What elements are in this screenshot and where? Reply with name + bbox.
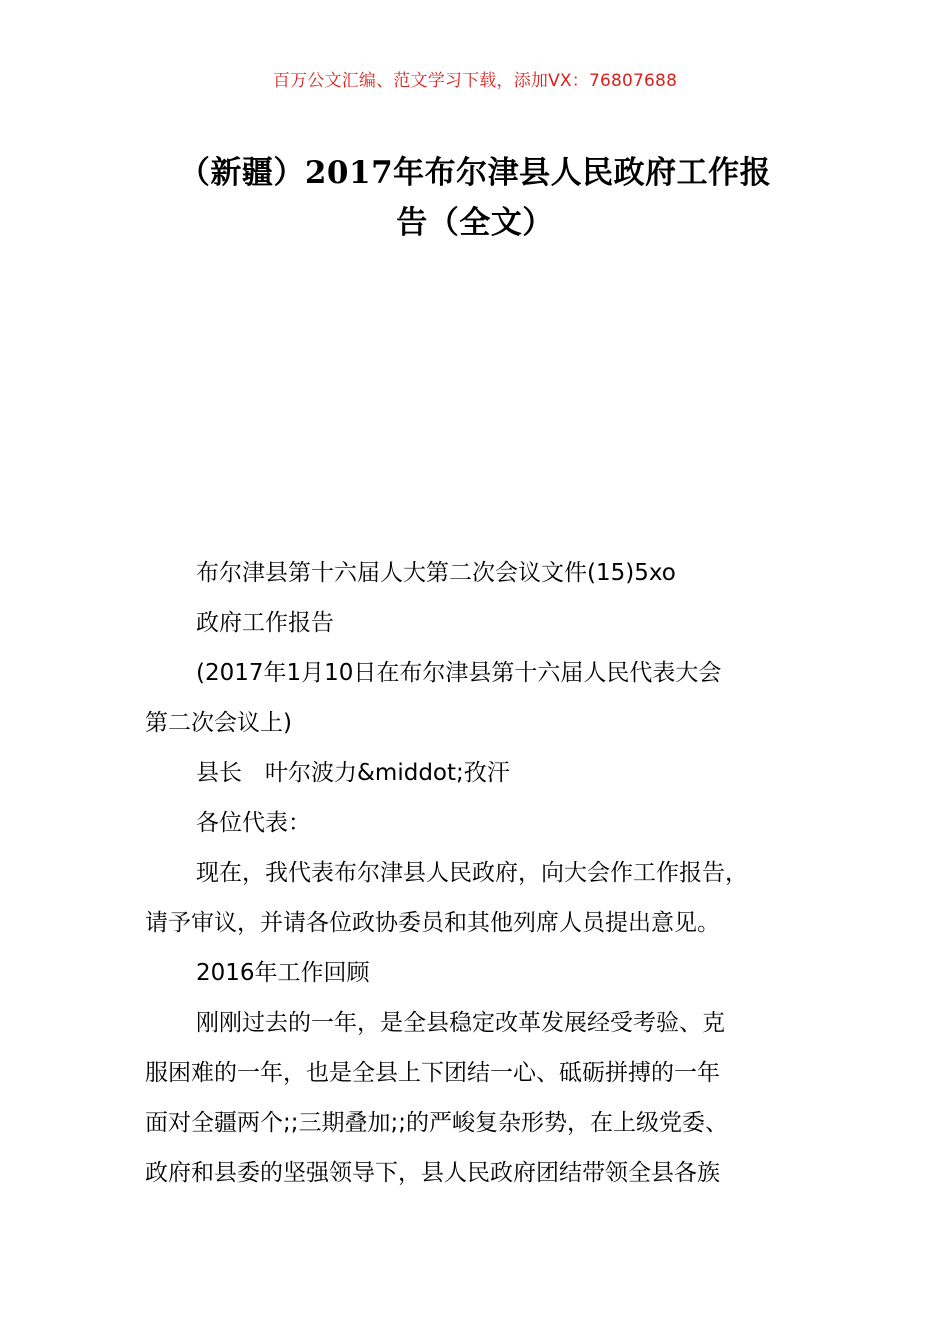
paragraph-line: 请予审议，并请各位政协委员和其他列席人员提出意见。 bbox=[145, 910, 720, 936]
paragraph-line: 面对全疆两个;;三期叠加;;的严峻复杂形势，在上级党委、 bbox=[145, 1110, 728, 1136]
paragraph-salutation bbox=[145, 798, 835, 848]
paragraph-line: 刚刚过去的一年，是全县稳定改革发展经受考验、克 bbox=[196, 1010, 725, 1036]
document-body bbox=[145, 548, 835, 1198]
paragraph-line: 现在，我代表布尔津县人民政府，向大会作工作报告， bbox=[196, 860, 748, 886]
paragraph-line: (2017年1月10日在布尔津县第十六届人民代表大会 bbox=[196, 660, 722, 686]
section-heading-review bbox=[145, 948, 835, 998]
paragraph-line: 第二次会议上) bbox=[145, 710, 292, 736]
paragraph-line: 政府工作报告 bbox=[196, 610, 334, 636]
paragraph-line: 服困难的一年，也是全县上下团结一心、砥砺拼搏的一年 bbox=[145, 1060, 720, 1086]
paragraph-speaker bbox=[145, 748, 835, 798]
paragraph-line: 政府和县委的坚强领导下，县人民政府团结带领全县各族 bbox=[145, 1160, 720, 1186]
header-note: 百万公文汇编、范文学习下载，添加VX：76807688 bbox=[272, 71, 678, 91]
paragraph-meeting-file bbox=[145, 548, 835, 598]
paragraph-line: 县长 叶尔波力&middot;孜汗 bbox=[196, 760, 510, 786]
document-title bbox=[140, 148, 810, 248]
paragraph-intro bbox=[145, 848, 835, 948]
title-line-2: 告（全文） bbox=[396, 205, 554, 241]
paragraph-line: 布尔津县第十六届人大第二次会议文件(15)5xo bbox=[196, 560, 676, 586]
paragraph-report-heading bbox=[145, 598, 835, 648]
paragraph-line: 2016年工作回顾 bbox=[196, 960, 370, 986]
paragraph-review bbox=[145, 998, 835, 1198]
title-line-1: （新疆）2017年布尔津县人民政府工作报 bbox=[178, 155, 772, 191]
paragraph-line: 各位代表： bbox=[196, 810, 311, 836]
paragraph-date-note bbox=[145, 648, 835, 748]
